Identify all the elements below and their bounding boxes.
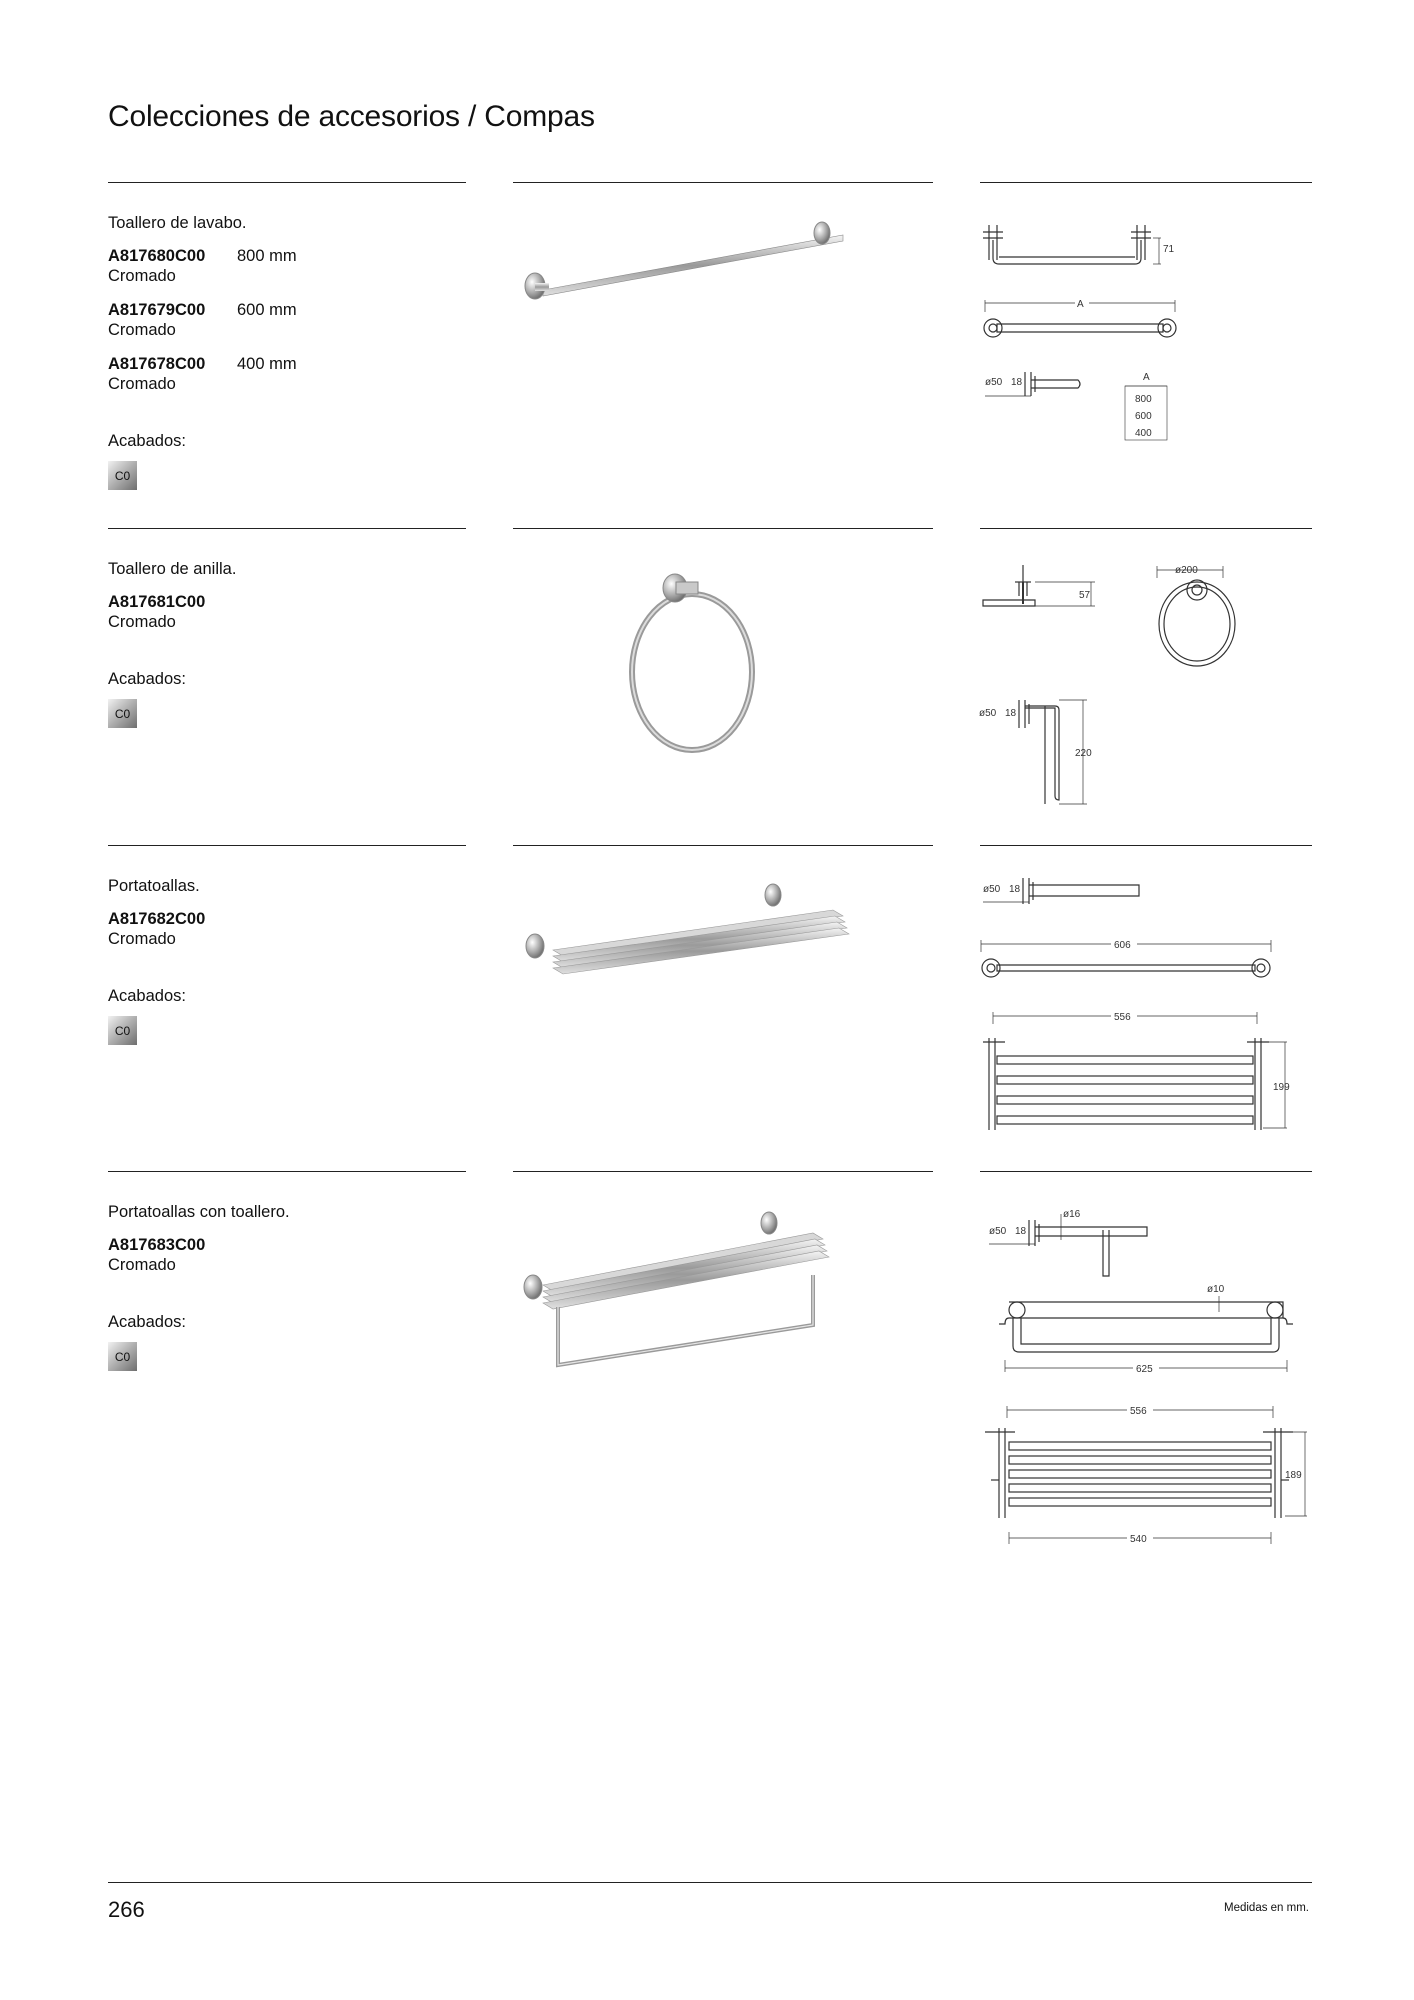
dim-o200: ø200 xyxy=(1175,565,1198,576)
dim-18: 18 xyxy=(1011,377,1023,388)
divider xyxy=(513,528,933,529)
dim-189: 189 xyxy=(1285,1470,1302,1481)
dim-18: 18 xyxy=(1015,1226,1027,1237)
dim-o10: ø10 xyxy=(1207,1284,1225,1295)
dim-556: 556 xyxy=(1114,1012,1131,1023)
towel-shelf-with-bar-drawing xyxy=(975,1200,1315,1560)
towel-shelf-drawing xyxy=(975,870,1290,1150)
divider xyxy=(513,845,933,846)
finish-swatch-chrome[interactable]: C0 xyxy=(108,1016,137,1045)
dim-o16: ø16 xyxy=(1063,1209,1081,1220)
table-value: 800 xyxy=(1135,394,1152,405)
product-code: A817681C00 xyxy=(108,593,206,611)
product-finish: Cromado xyxy=(108,375,176,393)
table-header: A xyxy=(1143,372,1150,383)
product-finish: Cromado xyxy=(108,1256,176,1274)
page-title: Colecciones de accesorios / Compas xyxy=(108,100,595,133)
divider xyxy=(108,845,466,846)
towel-bar-photo xyxy=(513,210,853,310)
product-finish: Cromado xyxy=(108,613,176,631)
finishes-label: Acabados: xyxy=(108,1313,186,1331)
divider xyxy=(513,1171,933,1172)
table-value: 400 xyxy=(1135,428,1152,439)
dim-o50: ø50 xyxy=(985,377,1003,388)
dim-18: 18 xyxy=(1009,884,1021,895)
divider xyxy=(980,845,1312,846)
product-code: A817679C00 xyxy=(108,301,206,319)
product-name: Toallero de lavabo. xyxy=(108,214,247,232)
product-name: Portatoallas. xyxy=(108,877,200,895)
divider xyxy=(108,1171,466,1172)
divider xyxy=(513,182,933,183)
dim-o50: ø50 xyxy=(989,1226,1007,1237)
product-size: 600 mm xyxy=(237,301,297,319)
product-name: Toallero de anilla. xyxy=(108,560,237,578)
dim-625: 625 xyxy=(1136,1364,1153,1375)
product-code: A817682C00 xyxy=(108,910,206,928)
finish-swatch-chrome[interactable]: C0 xyxy=(108,1342,137,1371)
towel-shelf-with-bar-photo xyxy=(513,1205,853,1375)
finishes-label: Acabados: xyxy=(108,987,186,1005)
product-code: A817683C00 xyxy=(108,1236,206,1254)
dim-220: 220 xyxy=(1075,748,1092,759)
product-size: 800 mm xyxy=(237,247,297,265)
towel-shelf-photo xyxy=(513,880,853,980)
product-finish: Cromado xyxy=(108,267,176,285)
dim-a: A xyxy=(1077,299,1084,310)
divider xyxy=(980,1171,1312,1172)
dim-606: 606 xyxy=(1114,940,1131,951)
finish-swatch-chrome[interactable]: C0 xyxy=(108,699,137,728)
divider xyxy=(108,182,466,183)
dim-o50: ø50 xyxy=(979,708,997,719)
table-value: 600 xyxy=(1135,411,1152,422)
towel-ring-photo xyxy=(620,560,770,760)
divider xyxy=(108,528,466,529)
units-note: Medidas en mm. xyxy=(1224,1902,1310,1914)
dim-540: 540 xyxy=(1130,1534,1147,1545)
product-finish: Cromado xyxy=(108,930,176,948)
finishes-label: Acabados: xyxy=(108,670,186,688)
finish-swatch-chrome[interactable]: C0 xyxy=(108,461,137,490)
dim-556: 556 xyxy=(1130,1406,1147,1417)
dim-199: 199 xyxy=(1273,1082,1290,1093)
footer-divider xyxy=(108,1882,1312,1883)
dim-18: 18 xyxy=(1005,708,1017,719)
product-finish: Cromado xyxy=(108,321,176,339)
dim-71: 71 xyxy=(1163,244,1175,255)
finishes-label: Acabados: xyxy=(108,432,186,450)
product-code: A817678C00 xyxy=(108,355,206,373)
product-code: A817680C00 xyxy=(108,247,206,265)
product-size: 400 mm xyxy=(237,355,297,373)
towel-bar-drawing xyxy=(975,200,1225,450)
divider xyxy=(980,528,1312,529)
divider xyxy=(980,182,1312,183)
towel-ring-drawing xyxy=(975,560,1265,820)
page-number: 266 xyxy=(108,1897,145,1922)
dim-o50: ø50 xyxy=(983,884,1001,895)
dim-57: 57 xyxy=(1079,590,1091,601)
product-name: Portatoallas con toallero. xyxy=(108,1203,290,1221)
